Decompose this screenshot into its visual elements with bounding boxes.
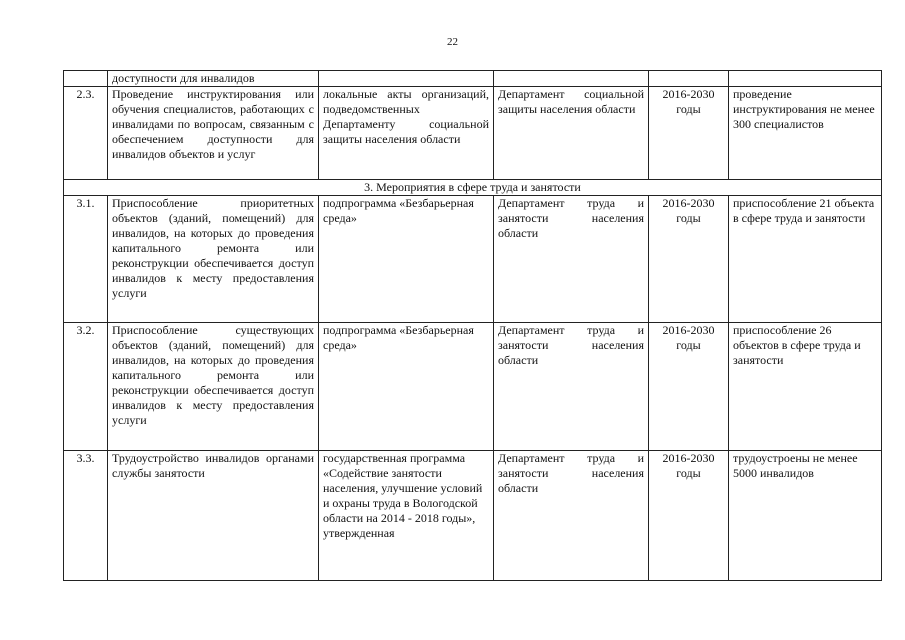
result-cell — [729, 71, 882, 87]
period-cell: 2016-2030 годы — [649, 87, 729, 180]
result-cell: трудоустроены не менее 5000 инвалидов — [729, 451, 882, 581]
period-cell: 2016-2030 годы — [649, 451, 729, 581]
row-number: 3.1. — [64, 196, 108, 323]
measure-cell: Трудоустройство инвалидов органами службы занятости — [108, 451, 319, 581]
executor-cell: Департамент социальной защиты населения области — [494, 87, 649, 180]
table-row — [64, 451, 882, 581]
result-cell: проведение инструктирования не менее 300 специалистов — [729, 87, 882, 180]
table-row — [64, 87, 882, 180]
row-number: 2.3. — [64, 87, 108, 180]
result-cell: приспособление 21 объекта в сфере труда и занятости — [729, 196, 882, 323]
document-cell: локальные акты организаций, подведомственных Департаменту социальной защиты населения области — [319, 87, 494, 180]
measures-table — [63, 70, 882, 581]
table-row — [64, 196, 882, 323]
document-cell: подпрограмма «Безбарьерная среда» — [319, 323, 494, 451]
period-cell — [649, 71, 729, 87]
table-row — [64, 323, 882, 451]
measure-cell: Проведение инструктирования или обучения специалистов, работающих с инвалидами по вопросам, связанным с обеспечением доступности для инвалидов объектов и услуг — [108, 87, 319, 180]
document-cell — [319, 71, 494, 87]
page-number: 22 — [447, 36, 458, 48]
measure-cell: Приспособление существующих объектов (зданий, помещений) для инвалидов, на которых до проведения капитального ремонта или реконструкции обеспечивается доступ инвалидов к месту предоставления услуги — [108, 323, 319, 451]
executor-cell: Департамент труда и занятости населения области — [494, 451, 649, 581]
section-row — [64, 180, 882, 196]
measure-cell: Приспособление приоритетных объектов (зданий, помещений) для инвалидов, на которых до проведения капитального ремонта или реконструкции обеспечивается доступ инвалидов к месту предоставления услуги — [108, 196, 319, 323]
row-number: 3.2. — [64, 323, 108, 451]
executor-cell — [494, 71, 649, 87]
executor-cell: Департамент труда и занятости населения области — [494, 323, 649, 451]
period-cell: 2016-2030 годы — [649, 196, 729, 323]
measure-cell: доступности для инвалидов — [108, 71, 319, 87]
executor-cell: Департамент труда и занятости населения области — [494, 196, 649, 323]
period-cell: 2016-2030 годы — [649, 323, 729, 451]
section-heading: 3. Мероприятия в сфере труда и занятости — [64, 180, 882, 196]
row-number: 3.3. — [64, 451, 108, 581]
result-cell: приспособление 26 объектов в сфере труда и занятости — [729, 323, 882, 451]
table-row — [64, 71, 882, 87]
document-cell: государственная программа «Содействие занятости населения, улучшение условий и охраны труда в Вологодской области на 2014 - 2018 годы», утвержденная — [319, 451, 494, 581]
row-number — [64, 71, 108, 87]
document-cell: подпрограмма «Безбарьерная среда» — [319, 196, 494, 323]
